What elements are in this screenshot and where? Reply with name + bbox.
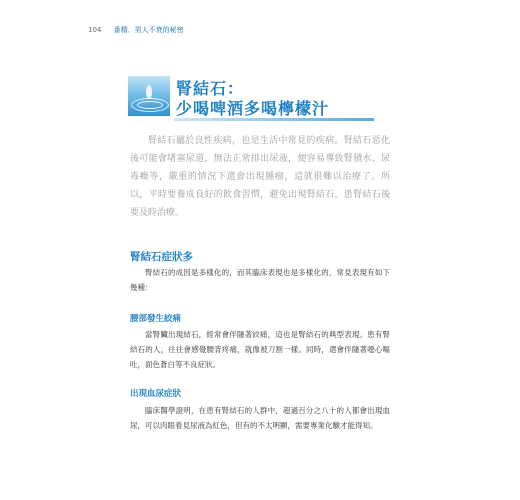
chapter-title-line1: 腎結石：: [176, 79, 245, 98]
intro-paragraph: 腎結石屬於良性疾病，也是生活中常見的疾病。腎結石惡化後可能會堵塞尿道，無法正常排出尿液，便容易導致腎積水、尿毒癥等，嚴重的情況下還會出現腫瘤，這就很難以治療了。所以，平時要養成良好的飲食習慣，避免出現腎結石，患腎結石後要及時治療。: [130, 136, 390, 218]
chapter-title-line2: 少喝啤酒多喝檸檬汁: [176, 99, 330, 118]
section-body: 腎結石的成因是多樣化的，而其臨床表現也是多樣化的，常見表現有如下幾種：: [130, 268, 390, 292]
subsection-title-2: 出現血尿症狀: [130, 389, 182, 399]
page-number: 104: [88, 26, 102, 34]
title-underline: [174, 118, 374, 121]
chapter-title-block: [128, 76, 378, 120]
section-title: 腎結石症狀多: [130, 251, 193, 263]
subsection-body-2: 臨床醫學證明，在患有腎結石的人群中，超過百分之八十的人都會出現血尿，可以肉眼看見尿液為紅色，但有的不太明顯，需要專業化驗才能得知。: [130, 406, 390, 430]
subsection-title-1: 腰部發生絞痛: [130, 314, 182, 324]
subsection-body-1: 當腎臟出現結石，經常會伴隨著絞痛，這也是腎結石的典型表現。患有腎結石的人，往往會感覺腰背疼痛，就像被刀割一樣。同時，還會伴隨著噁心嘔吐，面色蒼白等不良症狀。: [130, 330, 390, 369]
running-header: [88, 25, 184, 35]
water-drop-image: [128, 76, 170, 116]
running-title: 番精．男人不衰的秘密: [113, 26, 184, 34]
